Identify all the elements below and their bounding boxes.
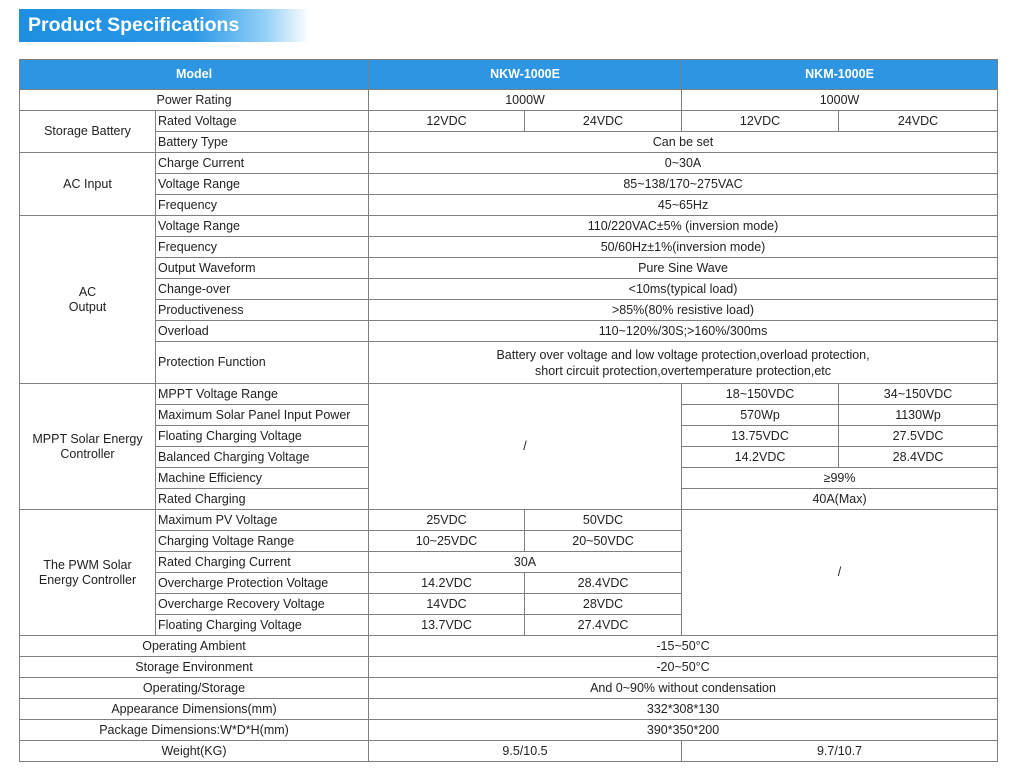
cell-value: 110/220VAC±5% (inversion mode)	[369, 216, 998, 237]
row-label: Rated Charging	[156, 489, 369, 510]
table-row	[20, 195, 998, 216]
table-row	[20, 174, 998, 195]
table-row	[20, 384, 998, 405]
row-label: Voltage Range	[156, 216, 369, 237]
cell-value: 27.5VDC	[839, 426, 998, 447]
cell-value: 18~150VDC	[682, 384, 839, 405]
row-label: Floating Charging Voltage	[156, 615, 369, 636]
group-label-line: Controller	[60, 446, 115, 461]
row-label: Maximum PV Voltage	[156, 510, 369, 531]
header-model: Model	[20, 60, 369, 90]
row-label: Power Rating	[20, 90, 369, 111]
table-row	[20, 699, 998, 720]
group-label-line: MPPT Solar Energy	[32, 431, 143, 446]
row-label: Protection Function	[156, 342, 369, 384]
header-model-1: NKW-1000E	[369, 60, 682, 90]
row-label: Operating Ambient	[20, 636, 369, 657]
cell-value: 332*308*130	[369, 699, 998, 720]
cell-value: 9.5/10.5	[369, 741, 682, 762]
table-row	[20, 153, 998, 174]
cell-value: 24VDC	[839, 111, 998, 132]
cell-value: 110~120%/30S;>160%/300ms	[369, 321, 998, 342]
table-row	[20, 216, 998, 237]
cell-value: 12VDC	[682, 111, 839, 132]
table-row	[20, 90, 998, 111]
row-label: Output Waveform	[156, 258, 369, 279]
cell-value: 13.7VDC	[369, 615, 525, 636]
spec-table	[19, 59, 998, 762]
group-label-line: Energy Controller	[38, 572, 137, 587]
cell-value: 40A(Max)	[682, 489, 998, 510]
cell-value: 28.4VDC	[839, 447, 998, 468]
row-label: Floating Charging Voltage	[156, 426, 369, 447]
cell-value: 28VDC	[525, 594, 682, 615]
row-label: Productiveness	[156, 300, 369, 321]
row-label: Change-over	[156, 279, 369, 300]
row-label: Rated Voltage	[156, 111, 369, 132]
group-label-line: Output	[68, 299, 107, 314]
cell-value: 14.2VDC	[369, 573, 525, 594]
row-label: Frequency	[156, 195, 369, 216]
table-row	[20, 258, 998, 279]
cell-value: 1000W	[682, 90, 998, 111]
cell-not-applicable: /	[369, 384, 682, 510]
row-label: Package Dimensions:W*D*H(mm)	[20, 720, 369, 741]
cell-value: Pure Sine Wave	[369, 258, 998, 279]
cell-value: And 0~90% without condensation	[369, 678, 998, 699]
cell-value: 45~65Hz	[369, 195, 998, 216]
header-model-2: NKM-1000E	[682, 60, 998, 90]
row-label: Operating/Storage	[20, 678, 369, 699]
cell-value: 50/60Hz±1%(inversion mode)	[369, 237, 998, 258]
table-row	[20, 237, 998, 258]
table-row	[20, 111, 998, 132]
cell-value: 24VDC	[525, 111, 682, 132]
cell-value: 14.2VDC	[682, 447, 839, 468]
cell-value: <10ms(typical load)	[369, 279, 998, 300]
cell-value: 27.4VDC	[525, 615, 682, 636]
cell-value: ≥99%	[682, 468, 998, 489]
cell-value: 0~30A	[369, 153, 998, 174]
cell-value: 30A	[369, 552, 682, 573]
group-label-line: The PWM Solar	[43, 557, 132, 572]
group-mppt	[20, 384, 156, 510]
row-label: Charging Voltage Range	[156, 531, 369, 552]
row-label: Machine Efficiency	[156, 468, 369, 489]
table-row	[20, 279, 998, 300]
row-label: Balanced Charging Voltage	[156, 447, 369, 468]
cell-value: 1130Wp	[839, 405, 998, 426]
row-label: Overcharge Protection Voltage	[156, 573, 369, 594]
cell-value: 13.75VDC	[682, 426, 839, 447]
cell-value: Can be set	[369, 132, 998, 153]
row-label: Weight(KG)	[20, 741, 369, 762]
group-label-line: AC	[78, 284, 97, 299]
table-row	[20, 657, 998, 678]
row-label: Frequency	[156, 237, 369, 258]
cell-value: 28.4VDC	[525, 573, 682, 594]
table-row	[20, 132, 998, 153]
row-label: Appearance Dimensions(mm)	[20, 699, 369, 720]
cell-not-applicable: /	[682, 510, 998, 636]
cell-value: >85%(80% resistive load)	[369, 300, 998, 321]
table-header-row	[20, 60, 998, 90]
cell-value	[369, 342, 998, 384]
group-ac-output	[20, 216, 156, 384]
group-storage-battery: Storage Battery	[20, 111, 156, 153]
protection-line: short circuit protection,overtemperature protection,etc	[535, 363, 832, 378]
table-row	[20, 720, 998, 741]
row-label: Charge Current	[156, 153, 369, 174]
table-row	[20, 510, 998, 531]
table-row	[20, 342, 998, 384]
protection-line: Battery over voltage and low voltage protection,overload protection,	[496, 347, 870, 362]
section-title: Product Specifications	[19, 9, 309, 42]
cell-value: 85~138/170~275VAC	[369, 174, 998, 195]
cell-value: 14VDC	[369, 594, 525, 615]
group-ac-input: AC Input	[20, 153, 156, 216]
row-label: Battery Type	[156, 132, 369, 153]
cell-value: 570Wp	[682, 405, 839, 426]
row-label: Overcharge Recovery Voltage	[156, 594, 369, 615]
cell-value: 25VDC	[369, 510, 525, 531]
table-row	[20, 636, 998, 657]
table-row	[20, 741, 998, 762]
cell-value: -15~50°C	[369, 636, 998, 657]
cell-value: 1000W	[369, 90, 682, 111]
cell-value: -20~50°C	[369, 657, 998, 678]
cell-value: 390*350*200	[369, 720, 998, 741]
cell-value: 50VDC	[525, 510, 682, 531]
cell-value: 20~50VDC	[525, 531, 682, 552]
table-row	[20, 321, 998, 342]
cell-value: 34~150VDC	[839, 384, 998, 405]
row-label: Overload	[156, 321, 369, 342]
cell-value: 9.7/10.7	[682, 741, 998, 762]
row-label: MPPT Voltage Range	[156, 384, 369, 405]
table-row	[20, 300, 998, 321]
group-pwm	[20, 510, 156, 636]
cell-value: 12VDC	[369, 111, 525, 132]
row-label: Storage Environment	[20, 657, 369, 678]
table-row	[20, 678, 998, 699]
cell-value: 10~25VDC	[369, 531, 525, 552]
row-label: Rated Charging Current	[156, 552, 369, 573]
row-label: Voltage Range	[156, 174, 369, 195]
row-label: Maximum Solar Panel Input Power	[156, 405, 369, 426]
